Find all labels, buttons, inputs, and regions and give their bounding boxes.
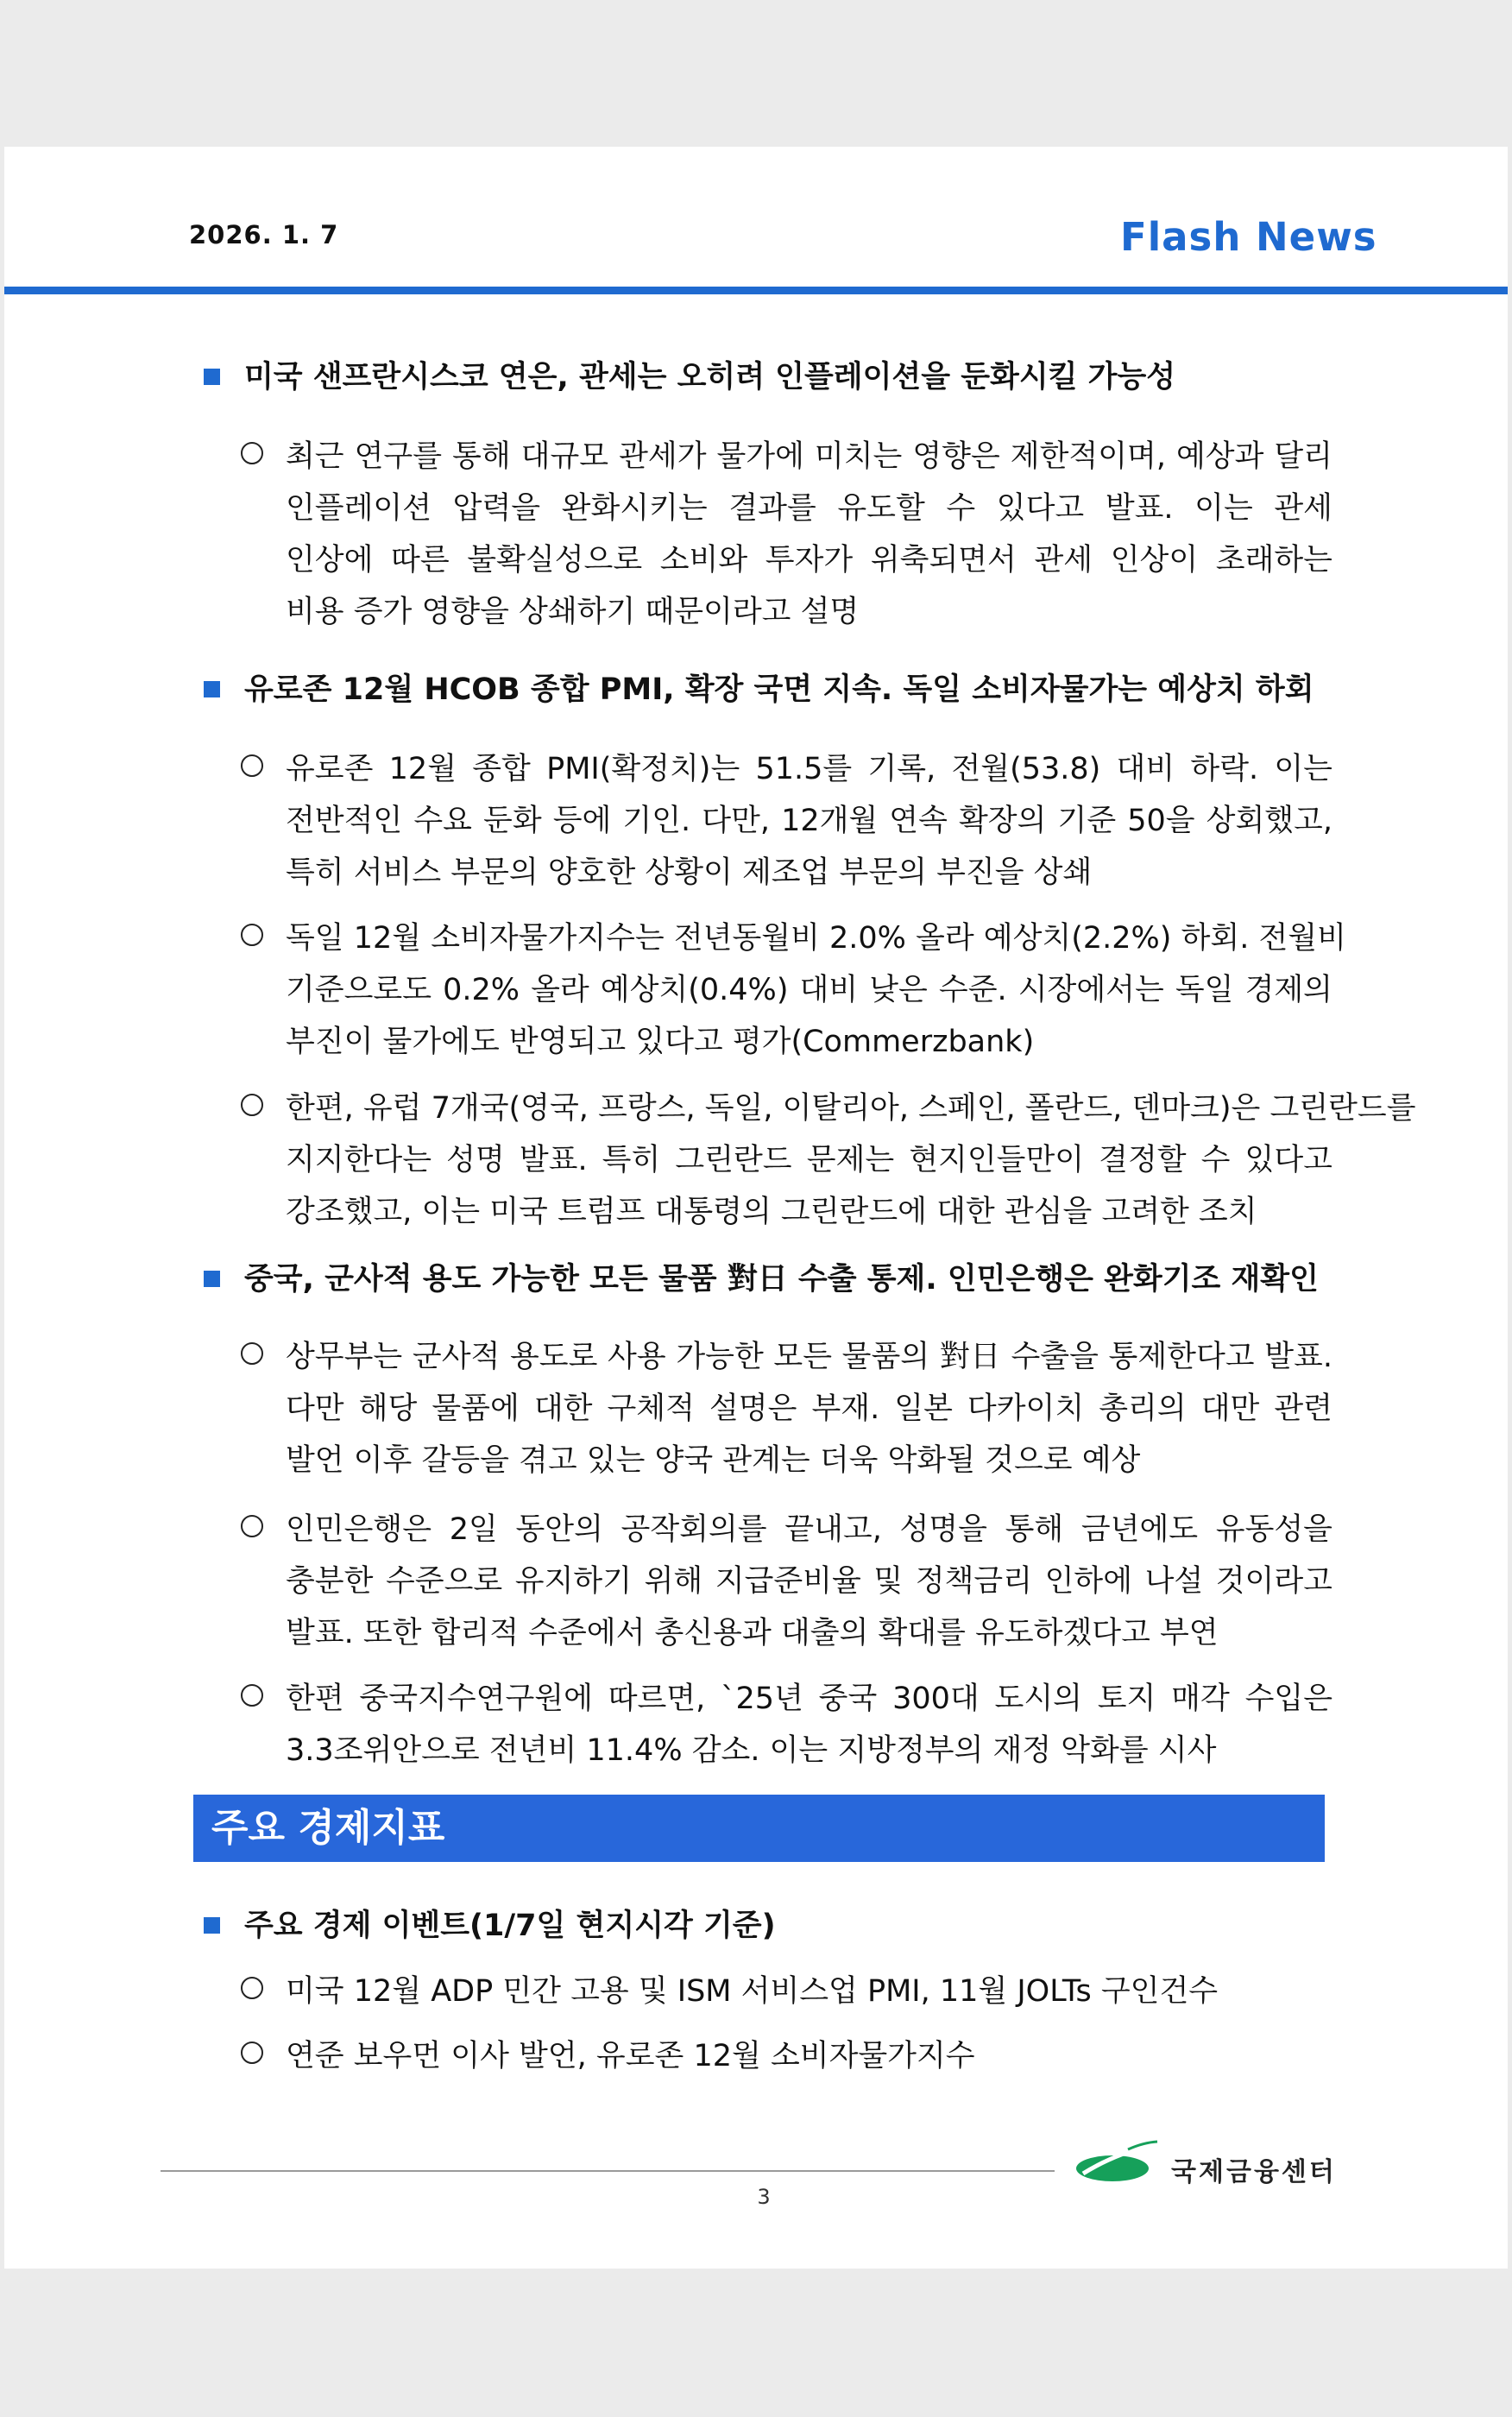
circle-bullet-icon — [241, 1684, 263, 1707]
header-rule — [4, 287, 1508, 294]
news-bullet: 한편 중국지수연구원에 따르면, `25년 중국 300대 도시의 토지 매각 수입은 3.3조위안으로 전년비 11.4% 감소. 이는 지방정부의 재정 악화를 시사 — [241, 1673, 1332, 1776]
circle-bullet-icon — [241, 2042, 263, 2064]
circle-bullet-icon — [241, 1515, 263, 1537]
news-bullet: 상무부는 군사적 용도로 사용 가능한 모든 물품의 對日 수출을 통제한다고 발표. 다만 해당 물품에 대한 구체적 설명은 부재. 일본 다카이치 총리의 대만 관련 발언 이후 갈등을 겪고 있는 양국 관계는 더욱 악화될 것으로 예상 — [241, 1331, 1332, 1486]
circle-bullet-icon — [241, 1094, 263, 1116]
news-bullet: 최근 연구를 통해 대규모 관세가 물가에 미치는 영향은 제한적이며, 예상과 달리 인플레이션 압력을 완화시키는 결과를 유도할 수 있다고 발표. 이는 관세 인상에 따른 불확실성으로 소비와 투자가 위축되면서 관세 인상이 초래하는 비용 증가 영향을 상쇄하기 때문이라고 설명 — [241, 431, 1332, 638]
circle-bullet-icon — [241, 924, 263, 946]
indicators-title: 주요 경제지표 — [211, 1806, 445, 1850]
section-heading: 중국, 군사적 용도 가능한 모든 물품 對日 수출 통제. 인민은행은 완화기조 재확인 — [204, 1259, 1319, 1299]
section-heading: 미국 샌프란시스코 연은, 관세는 오히려 인플레이션을 둔화시킬 가능성 — [204, 357, 1175, 397]
square-bullet-icon — [204, 369, 220, 385]
event-item: 미국 12월 ADP 민간 고용 및 ISM 서비스업 PMI, 11월 JOLTs 구인건수 — [241, 1966, 1332, 2017]
news-bullet: 한편, 유럽 7개국(영국, 프랑스, 독일, 이탈리아, 스페인, 폴란드, 덴마크)은 그린란드를 지지한다는 성명 발표. 특히 그린란드 문제는 현지인들만이 결정할 수 있다고 강조했고, 이는 미국 트럼프 대통령의 그린란드에 대한 관심을 고려한 조치 — [241, 1082, 1332, 1238]
square-bullet-icon — [204, 681, 220, 697]
circle-bullet-icon — [241, 442, 263, 464]
square-bullet-icon — [204, 1917, 220, 1934]
newsletter-title: Flash News — [1120, 214, 1377, 260]
circle-bullet-icon — [241, 1977, 263, 1999]
news-bullet: 인민은행은 2일 동안의 공작회의를 끝내고, 성명을 통해 금년에도 유동성을 충분한 수준으로 유지하기 위해 지급준비율 및 정책금리 인하에 나설 것이라고 발표. 또한 합리적 수준에서 총신용과 대출의 확대를 유도하겠다고 부연 — [241, 1504, 1332, 1659]
news-bullet: 독일 12월 소비자물가지수는 전년동월비 2.0% 올라 예상치(2.2%) 하회. 전월비 기준으로도 0.2% 올라 예상치(0.4%) 대비 낮은 수준. 시장에서는 독일 경제의 부진이 물가에도 반영되고 있다고 평가(Commerzbank) — [241, 912, 1332, 1068]
circle-bullet-icon — [241, 1342, 263, 1365]
organization-name: 국제금융센터 — [1171, 2157, 1337, 2187]
event-item: 연준 보우먼 이사 발언, 유로존 12월 소비자물가지수 — [241, 2030, 1332, 2082]
page-number: 3 — [757, 2185, 771, 2209]
footer-rule — [161, 2170, 1055, 2172]
issue-date: 2026. 1. 7 — [189, 220, 339, 249]
section-heading: 유로존 12월 HCOB 종합 PMI, 확장 국면 지속. 독일 소비자물가는 예상치 하회 — [204, 670, 1314, 710]
kcif-logo-icon — [1074, 2139, 1161, 2186]
news-bullet: 유로존 12월 종합 PMI(확정치)는 51.5를 기록, 전월(53.8) 대비 하락. 이는 전반적인 수요 둔화 등에 기인. 다만, 12개월 연속 확장의 기준 50을 상회했고, 특히 서비스 부문의 양호한 상황이 제조업 부문의 부진을 상쇄 — [241, 743, 1332, 899]
events-heading: 주요 경제 이벤트(1/7일 현지시각 기준) — [204, 1906, 776, 1946]
square-bullet-icon — [204, 1271, 220, 1287]
circle-bullet-icon — [241, 754, 263, 777]
